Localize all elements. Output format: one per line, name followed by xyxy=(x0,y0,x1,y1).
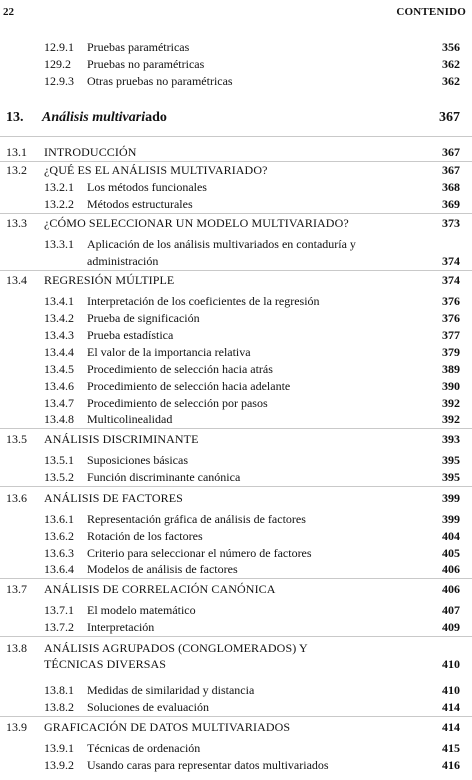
section-title: REGRESIÓN MÚLTIPLE xyxy=(44,273,175,287)
entry-number: 13.7.2 xyxy=(44,620,74,634)
entry-page: 374 xyxy=(442,254,460,268)
entry-title: Modelos de análisis de factores xyxy=(87,562,238,576)
section-number: 13.3 xyxy=(6,216,27,230)
entry-title: Función discriminante canónica xyxy=(87,470,241,484)
section-page: 393 xyxy=(442,432,460,446)
section-page: 414 xyxy=(442,720,460,734)
entry-page: 404 xyxy=(442,529,460,543)
entry-number: 13.9.2 xyxy=(44,758,74,772)
entry-title: Interpretación de los coeficientes de la regresión xyxy=(87,294,320,308)
running-head xyxy=(0,6,472,22)
section-title: ANÁLISIS DE FACTORES xyxy=(44,491,183,505)
entry-page: 377 xyxy=(442,328,460,342)
entry-number: 13.4.7 xyxy=(44,396,74,410)
divider xyxy=(0,136,472,137)
entry-number: 13.6.3 xyxy=(44,546,74,560)
entry-page: 369 xyxy=(442,197,460,211)
section-title: ¿CÓMO SELECCIONAR UN MODELO MULTIVARIADO? xyxy=(44,216,349,230)
entry-page: 399 xyxy=(442,512,460,526)
entry-title: Pruebas paramétricas xyxy=(87,40,190,54)
entry-title: Otras pruebas no paramétricas xyxy=(87,74,233,88)
section-page: 399 xyxy=(442,491,460,505)
section-title: ANÁLISIS DE CORRELACIÓN CANÓNICA xyxy=(44,582,276,596)
entry-title: Medidas de similaridad y distancia xyxy=(87,683,255,697)
entry-title: Multicolinealidad xyxy=(87,412,173,426)
section-page: 406 xyxy=(442,582,460,596)
divider xyxy=(0,428,472,429)
section-title: ¿QUÉ ES EL ANÁLISIS MULTIVARIADO? xyxy=(44,163,268,177)
entry-number: 13.4.6 xyxy=(44,379,74,393)
chapter-title xyxy=(42,110,167,125)
section-title: INTRODUCCIÓN xyxy=(44,145,137,159)
entry-page: 362 xyxy=(442,74,460,88)
entry-title: Suposiciones básicas xyxy=(87,453,188,467)
section-page: 367 xyxy=(442,163,460,177)
entry-number: 13.4.5 xyxy=(44,362,74,376)
chapter-page: 367 xyxy=(439,110,460,125)
entry-number: 12.9.1 xyxy=(44,40,74,54)
entry-number: 13.5.1 xyxy=(44,453,74,467)
entry-title: Técnicas de ordenación xyxy=(87,741,201,755)
entry-page: 392 xyxy=(442,412,460,426)
section-page: 367 xyxy=(442,145,460,159)
entry-title: Procedimiento de selección hacia atrás xyxy=(87,362,273,376)
entry-number: 13.4.3 xyxy=(44,328,74,342)
entry-page: 414 xyxy=(442,700,460,714)
entry-number: 13.6.4 xyxy=(44,562,74,576)
divider xyxy=(0,213,472,214)
divider xyxy=(0,636,472,637)
entry-title: El valor de la importancia relativa xyxy=(87,345,251,359)
entry-page: 389 xyxy=(442,362,460,376)
entry-title: Procedimiento de selección por pasos xyxy=(87,396,268,410)
section-number: 13.4 xyxy=(6,273,27,287)
entry-page: 407 xyxy=(442,603,460,617)
entry-title: Usando caras para representar datos multivariados xyxy=(87,758,329,772)
section-number: 13.1 xyxy=(6,145,27,159)
entry-number: 13.7.1 xyxy=(44,603,74,617)
entry-title: Prueba estadística xyxy=(87,328,174,342)
entry-number: 13.2.1 xyxy=(44,180,74,194)
entry-page: 406 xyxy=(442,562,460,576)
divider xyxy=(0,716,472,717)
entry-page: 405 xyxy=(442,546,460,560)
entry-title: Los métodos funcionales xyxy=(87,180,207,194)
section-page: 410 xyxy=(442,657,460,671)
entry-title: Rotación de los factores xyxy=(87,529,203,543)
entry-title: Criterio para seleccionar el número de factores xyxy=(87,546,312,560)
chapter-title-rest: ado xyxy=(145,110,167,125)
entry-number: 13.8.1 xyxy=(44,683,74,697)
entry-page: 362 xyxy=(442,57,460,71)
entry-number: 13.2.2 xyxy=(44,197,74,211)
entry-number: 12.9.3 xyxy=(44,74,74,88)
section-title-line2: TÉCNICAS DIVERSAS xyxy=(44,657,167,671)
section-page: 373 xyxy=(442,216,460,230)
entry-title: Métodos estructurales xyxy=(87,197,193,211)
entry-page: 395 xyxy=(442,453,460,467)
divider xyxy=(0,578,472,579)
section-number: 13.9 xyxy=(6,720,27,734)
entry-number: 13.8.2 xyxy=(44,700,74,714)
entry-page: 379 xyxy=(442,345,460,359)
section-number: 13.2 xyxy=(6,163,27,177)
entry-number: 13.4.1 xyxy=(44,294,74,308)
entry-title: Soluciones de evaluación xyxy=(87,700,209,714)
entry-page: 415 xyxy=(442,741,460,755)
entry-page: 356 xyxy=(442,40,460,54)
entry-number: 13.4.2 xyxy=(44,311,74,325)
entry-page: 395 xyxy=(442,470,460,484)
entry-page: 416 xyxy=(442,758,460,772)
page-number: 22 xyxy=(3,6,14,18)
chapter-number: 13. xyxy=(6,110,24,125)
entry-title: Prueba de significación xyxy=(87,311,200,325)
entry-page: 392 xyxy=(442,396,460,410)
entry-number: 13.6.1 xyxy=(44,512,74,526)
section-number: 13.7 xyxy=(6,582,27,596)
section-page: 374 xyxy=(442,273,460,287)
entry-number: 13.9.1 xyxy=(44,741,74,755)
entry-page: 376 xyxy=(442,294,460,308)
section-title: ANÁLISIS DISCRIMINANTE xyxy=(44,432,199,446)
entry-number: 13.4.8 xyxy=(44,412,74,426)
entry-page: 376 xyxy=(442,311,460,325)
entry-page: 409 xyxy=(442,620,460,634)
section-title: GRAFICACIÓN DE DATOS MULTIVARIADOS xyxy=(44,720,291,734)
entry-title: Pruebas no paramétricas xyxy=(87,57,205,71)
entry-number: 129.2 xyxy=(44,57,71,71)
entry-page: 390 xyxy=(442,379,460,393)
running-title: CONTENIDO xyxy=(396,6,466,18)
entry-page: 410 xyxy=(442,683,460,697)
section-number: 13.8 xyxy=(6,641,27,655)
entry-title-line1: Aplicación de los análisis multivariados en contaduría y xyxy=(87,237,356,251)
entry-title: Representación gráfica de análisis de factores xyxy=(87,512,306,526)
entry-number: 13.4.4 xyxy=(44,345,74,359)
chapter-title-italic: Análisis multivari xyxy=(42,110,146,125)
entry-page: 368 xyxy=(442,180,460,194)
section-number: 13.6 xyxy=(6,491,27,505)
divider xyxy=(0,161,472,162)
entry-title: Interpretación xyxy=(87,620,155,634)
entry-title: Procedimiento de selección hacia adelante xyxy=(87,379,291,393)
section-number: 13.5 xyxy=(6,432,27,446)
divider xyxy=(0,486,472,487)
section-title-line1: ANÁLISIS AGRUPADOS (CONGLOMERADOS) Y xyxy=(44,641,308,655)
entry-number: 13.6.2 xyxy=(44,529,74,543)
entry-number: 13.5.2 xyxy=(44,470,74,484)
entry-title-line2: administración xyxy=(87,254,159,268)
divider xyxy=(0,270,472,271)
entry-number: 13.3.1 xyxy=(44,237,74,251)
entry-title: El modelo matemático xyxy=(87,603,196,617)
